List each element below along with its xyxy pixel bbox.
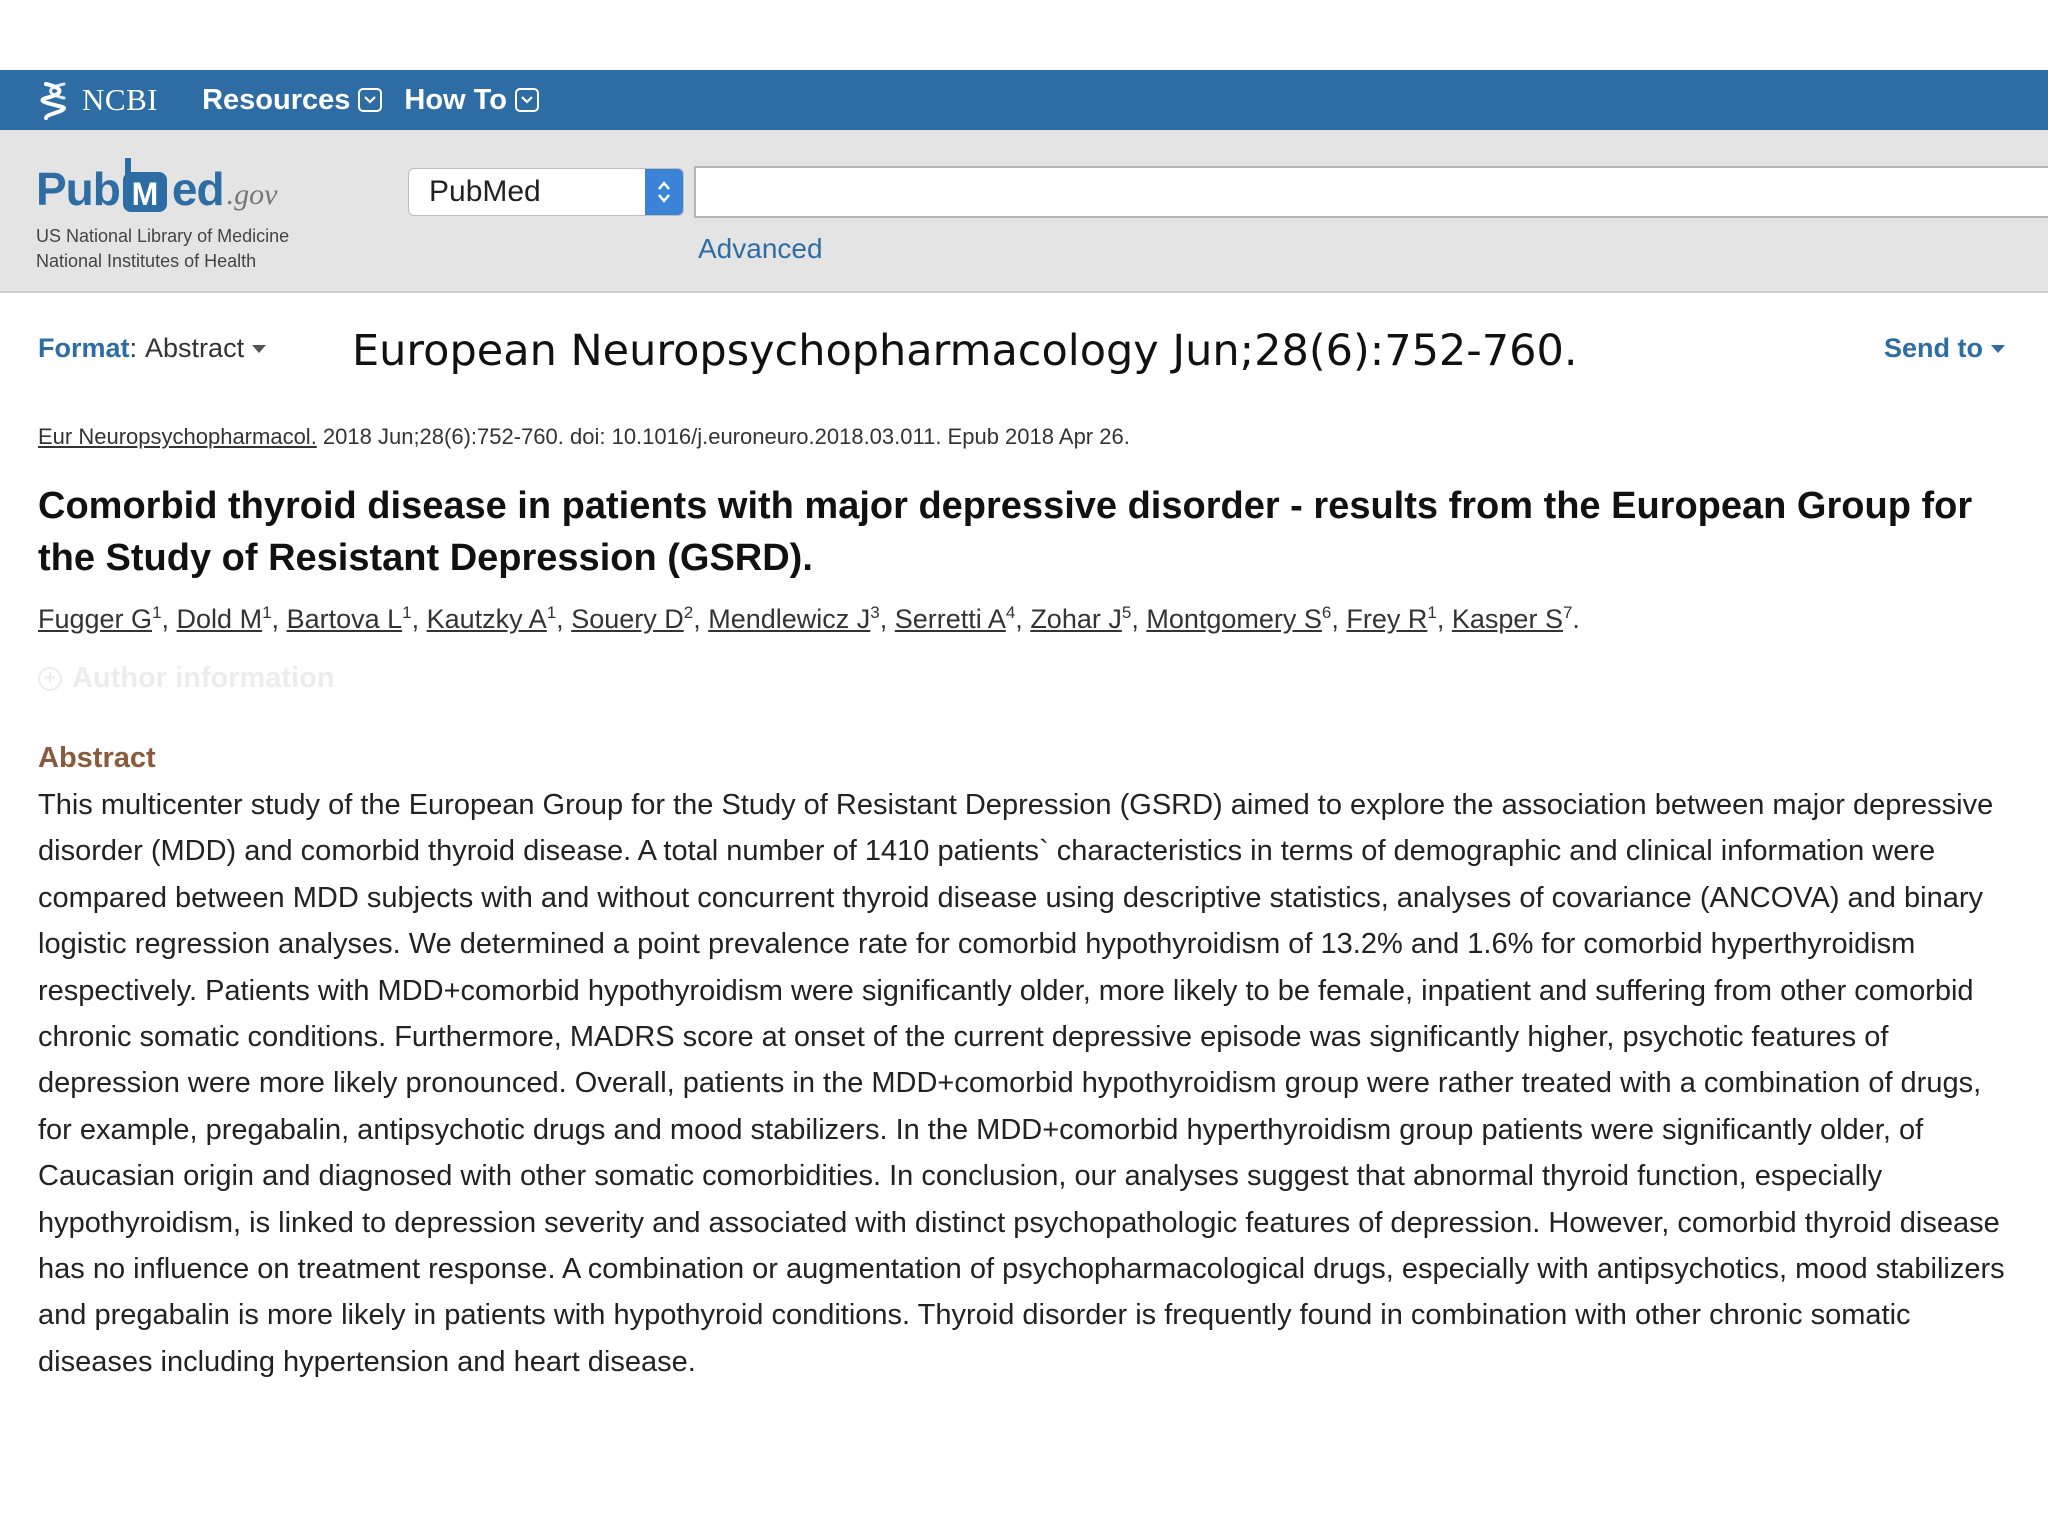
author-information-toggle[interactable] [38, 662, 335, 695]
author-affiliation: 1 [262, 603, 272, 622]
author-link[interactable]: Zohar $J^5$ [1030, 603, 1132, 634]
format-selector[interactable]: Format : Abstract [38, 333, 266, 364]
author-link[interactable]: Frey $R^1$ [1346, 603, 1437, 634]
author-affiliation: 6 [1321, 603, 1332, 622]
format-value: Abstract [145, 333, 245, 363]
nav-resources[interactable] [202, 84, 382, 117]
author-affiliation: 7 [1562, 603, 1573, 622]
select-arrows-icon [645, 169, 683, 215]
ncbi-top-bar [0, 70, 2048, 130]
search-input[interactable] [694, 166, 2048, 218]
author-affiliation: 1 [1427, 603, 1437, 622]
logo-gov-text: .gov [226, 178, 278, 211]
pubmed-logo[interactable] [36, 158, 289, 274]
author-affiliation: 1 [402, 603, 412, 622]
author-link[interactable]: Serretti $A^4$ [894, 603, 1016, 634]
logo-pub-text: Pub [36, 163, 120, 215]
author-link[interactable]: Fugger $G^1$ [38, 603, 162, 634]
citation-details: 2018 Jun;28(6):752-760. doi: 10.1016/j.euroneuro.2018.03.011. Epub 2018 Apr 26. [316, 424, 1130, 449]
author-list: Fugger $G^1$, Dold $M^1$, Bartova $L^1$, Kautzky $A^1$, Souery $D^2$, Mendlewicz $J^3$, Serretti $A^4$, Zohar $J^5$, Montgomery $S^6$, Frey $R^1$, Kasper $S^7$. [38, 603, 1580, 634]
send-to-button[interactable] [1884, 333, 2005, 364]
org-line-2: National Institutes of Health [36, 251, 257, 271]
author-link[interactable]: Kasper $S^7$ [1451, 603, 1573, 634]
journal-overlay-text: European Neuropsychopharmacology Jun;28(6):752-760. [352, 326, 1578, 376]
send-to-label: Send to [1884, 333, 1983, 363]
author-information-label: Author information [72, 662, 335, 694]
nav-resources-label: Resources [202, 83, 351, 116]
logo-ed-text: ed [171, 163, 224, 215]
author-link[interactable]: Montgomery $S^6$ [1146, 603, 1332, 634]
format-label: Format [38, 333, 130, 363]
advanced-search-link[interactable]: Advanced [698, 233, 823, 264]
database-select-value: PubMed [429, 175, 541, 208]
nav-how-to[interactable] [404, 84, 539, 117]
caret-down-icon [1991, 345, 2005, 353]
author-affiliation: 1 [152, 603, 162, 622]
author-link[interactable]: Kautzky $A^1$ [426, 603, 557, 634]
org-line-1: US National Library of Medicine [36, 226, 290, 246]
abstract-heading: Abstract [38, 742, 156, 774]
abstract-text: This multicenter study of the European Group for the Study of Resistant Depression (GSRD) aimed to explore the association between major depressive disorder (MDD) and comorbid thyroid disease. A total number of 1410 patients` characteristics in terms of demographic and clinical information were compared between MDD subjects with and without concurrent thyroid disease using descriptive statistics, analyses of covariance (ANCOVA) and binary logistic regression analyses. We determined a point prevalence rate for comorbid hypothyroidism of 13.2% and 1.6% for comorbid hyperthyroidism respectively. Patients with MDD+comorbid hypothyroidism were significantly older, more likely to be female, inpatient and suffering from other comorbid chronic somatic conditions. Furthermore, MADRS score at onset of the current depressive episode was significantly higher, psychotic features of depression were more likely pronounced. Overall, patients in the MDD+comorbid hypothyroidism group were rather treated with a combination of drugs, for example, pregabalin, antipsychotic drugs and mood stabilizers. In the MDD+comorbid hyperthyroidism group patients were significantly older, of Caucasian origin and diagnosed with other somatic comorbidities. In conclusion, our analyses suggest that abnormal thyroid function, especially hypothyroidism, is linked to depression severity and associated with distinct psychopathologic features of depression. However, comorbid thyroid disease has no influence on treatment response. A combination or augmentation of psychopharmacological drugs, especially with antipsychotics, mood stabilizers and pregabalin is more likely in patients with hypothyroid conditions. Thyroid disorder is frequently found in combination with other chronic somatic diseases including hypertension and heart disease. [38, 789, 2005, 1378]
author-link[interactable]: Mendlewicz $J^3$ [708, 603, 880, 634]
nav-how-to-label: How To [404, 83, 507, 116]
chevron-down-icon [358, 88, 382, 112]
database-select[interactable] [408, 168, 684, 216]
pubmed-header [0, 130, 2048, 293]
author-affiliation: 2 [683, 603, 694, 622]
author-link[interactable]: Dold $M^1$ [176, 603, 272, 634]
logo-m-mark [121, 158, 171, 216]
author-affiliation: 5 [1121, 603, 1132, 622]
chevron-down-icon [515, 88, 539, 112]
author-link[interactable]: Bartova $L^1$ [286, 603, 412, 634]
author-affiliation: 3 [870, 603, 880, 622]
citation-line [38, 424, 1130, 450]
article-title: Comorbid thyroid disease in patients with major depressive disorder - results from the European Group for the Study of Resistant Depression (GSRD). [38, 485, 1973, 579]
ncbi-logo-text: NCBI [82, 82, 159, 117]
citation-journal-link[interactable]: Eur Neuropsychopharmacol. [38, 424, 317, 449]
ncbi-logo[interactable] [38, 80, 158, 120]
ncbi-helix-icon [38, 80, 72, 120]
plus-circle-icon: + [38, 667, 62, 691]
logo-m-letter: M [131, 176, 159, 212]
author-affiliation: 1 [546, 603, 557, 622]
caret-down-icon [252, 345, 266, 353]
author-affiliation: 4 [1005, 603, 1016, 622]
author-link[interactable]: Souery $D^2$ [571, 603, 694, 634]
